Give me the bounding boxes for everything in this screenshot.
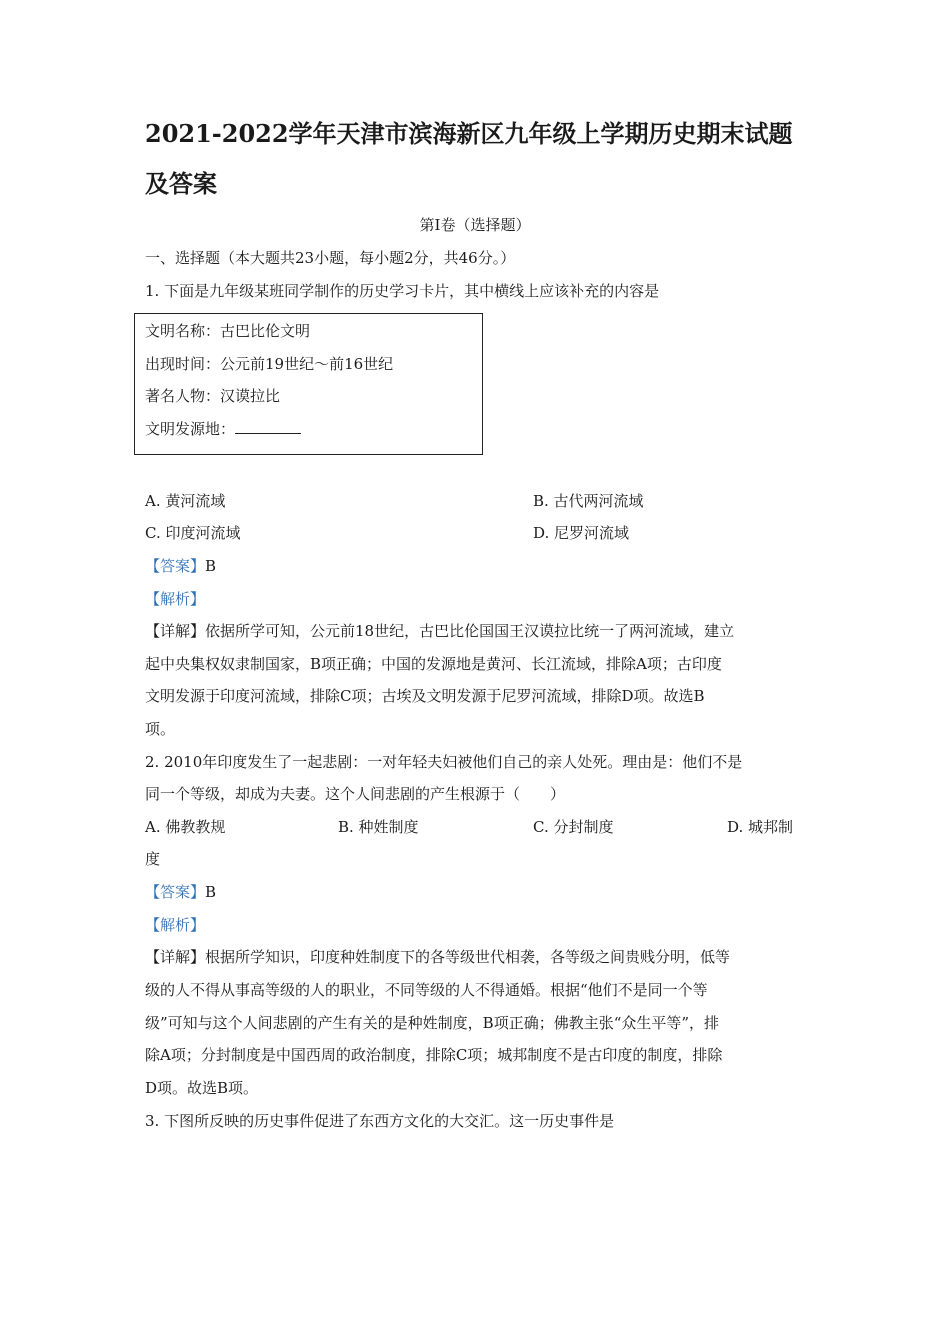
q2-option-c: C. 分封制度 (533, 818, 614, 836)
q2-answer-value: B (205, 883, 217, 901)
q3-stem: 3. 下图所反映的历史事件促进了东西方文化的大交汇。这一历史事件是 (145, 1112, 615, 1130)
q2-detail-line-4: 除A项；分封制度是中国西周的政治制度，排除C项；城邦制度不是古印度的制度，排除 (145, 1046, 723, 1064)
q1-answer-value: B (205, 557, 217, 575)
q2-option-b: B. 种姓制度 (338, 818, 419, 836)
q1-detail-line-3: 文明发源于印度河流域，排除C项；古埃及文明发源于尼罗河流域，排除D项。故选B (145, 687, 705, 705)
q1-analysis-tag: 【解析】 (145, 590, 206, 608)
q1-study-card (134, 313, 483, 455)
q1-stem: 1. 下面是九年级某班同学制作的历史学习卡片，其中横线上应该补充的内容是 (145, 282, 660, 300)
q2-answer-tag: 【答案】 (145, 883, 206, 901)
q2-detail-line-3: 级”可知与这个人间悲剧的产生有关的是种姓制度，B项正确；佛教主张“众生平等”，排 (145, 1014, 720, 1032)
q1-detail-line-1 (145, 621, 734, 641)
card-origin-label: 文明发源地： (145, 420, 236, 438)
q1-answer-tag: 【答案】 (145, 557, 206, 575)
card-origin-blank (235, 419, 301, 434)
q1-answer (145, 556, 216, 576)
q2-analysis-tag: 【解析】 (145, 916, 206, 934)
document-title-line1: 2021-2022学年天津市滨海新区九年级上学期历史期末试题 (145, 119, 793, 148)
q1-option-a: A. 黄河流域 (145, 492, 226, 510)
card-person: 著名人物：汉谟拉比 (145, 387, 281, 405)
q2-detail-line-2: 级的人不得从事高等级的人的职业，不同等级的人不得通婚。根据“他们不是同一个等 (145, 981, 708, 999)
q2-option-a: A. 佛教教规 (145, 818, 226, 836)
q2-detail-line-5: D项。故选B项。 (145, 1079, 259, 1097)
document-title-line2: 及答案 (145, 169, 217, 198)
q1-detail-tag: 【详解】 (145, 622, 206, 640)
q1-detail-line-2: 起中央集权奴隶制国家，B项正确；中国的发源地是黄河、长江流域，排除A项；古印度 (145, 655, 722, 673)
section-instruction: 一、选择题（本大题共23小题，每小题2分，共46分。） (145, 249, 516, 267)
q2-option-d-continued: 度 (145, 850, 161, 868)
q2-stem-line-2: 同一个等级，却成为夫妻。这个人间悲剧的产生根源于（ ） (145, 785, 566, 803)
card-civilization-name: 文明名称：古巴比伦文明 (145, 322, 311, 340)
q2-answer (145, 882, 216, 902)
q2-detail-tag: 【详解】 (145, 948, 206, 966)
card-time: 出现时间：公元前19世纪～前16世纪 (145, 355, 394, 373)
q2-detail-line-1 (145, 947, 730, 967)
q1-option-b: B. 古代两河流域 (533, 492, 644, 510)
q1-detail-text-1: 依据所学可知，公元前18世纪，古巴比伦国国王汉谟拉比统一了两河流域，建立 (205, 622, 735, 640)
q1-option-c: C. 印度河流域 (145, 524, 241, 542)
section-heading: 第Ⅰ卷（选择题） (419, 216, 531, 234)
q2-stem-line-1: 2. 2010年印度发生了一起悲剧：一对年轻夫妇被他们自己的亲人处死。理由是：他们不是 (145, 753, 743, 771)
q1-option-d: D. 尼罗河流域 (533, 524, 630, 542)
card-origin (145, 419, 301, 439)
q1-detail-line-4: 项。 (145, 720, 176, 738)
q2-detail-text-1: 根据所学知识，印度种姓制度下的各等级世代相袭，各等级之间贵贱分明，低等 (205, 948, 731, 966)
q2-option-d: D. 城邦制 (727, 818, 794, 836)
